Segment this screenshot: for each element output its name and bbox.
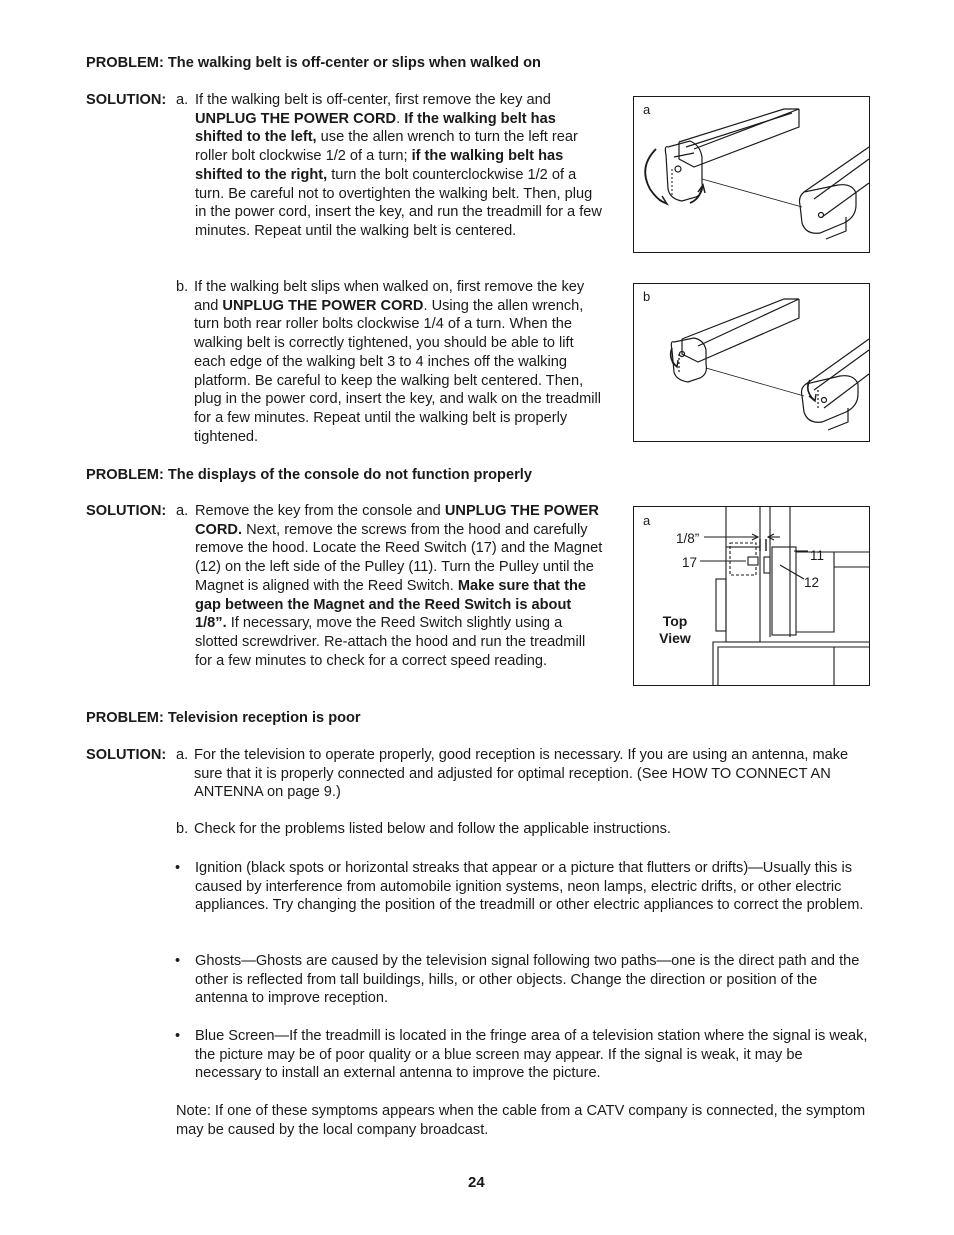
bullet-text-ignition: Ignition (black spots or horizontal streaks that appear or a picture that flutters or drifts)—Usually this is caused by interference from automobile ignition systems, neon lamps, electric drifts, or other electric appliances. Try changing the position of the treadmill or other electric appliances to correct the problem. bbox=[195, 860, 864, 914]
solution-marker-tv-a: a. bbox=[176, 747, 189, 763]
problem-heading-belt: PROBLEM: The walking belt is off-center or slips when walked on bbox=[86, 55, 541, 71]
figure-reed-switch bbox=[633, 506, 870, 686]
solution-label-console: SOLUTION: bbox=[86, 503, 167, 519]
callout-magnet: 12 bbox=[804, 575, 820, 590]
solution-marker-a: a. bbox=[176, 92, 189, 108]
solution-text-tv-a: For the television to operate properly, good reception is necessary. If you are using an antenna, make sure that it is properly connected and adjusted for optimal reception. (See HOW TO CONNECT AN ANTENNA on page 9.) bbox=[194, 747, 849, 801]
figure-letter-console-a: a bbox=[643, 513, 651, 528]
solution-text-belt-a: If the walking belt is off-center, first remove the key and UNPLUG THE POWER CORD. If the walking belt has shifted to the left, use the allen wrench to turn the left rear roller bolt clockwise 1/2 of a turn; if the walking belt has shifted to the right, turn the bolt counterclockwise 1/2 of a turn. Be careful not to overtighten the walking belt. Then, plug in the power cord, insert the key, and run the treadmill for a few minutes. Repeat until the walking belt is centered. bbox=[195, 92, 602, 239]
figure-belt-slips bbox=[633, 283, 870, 442]
note-catv: Note: If one of these symptoms appears when the cable from a CATV company is connected, the symptom may be caused by the local company broadcast. bbox=[176, 1103, 866, 1138]
gap-label: 1/8” bbox=[676, 531, 700, 546]
solution-label-belt: SOLUTION: bbox=[86, 92, 167, 108]
problem-heading-tv: PROBLEM: Television reception is poor bbox=[86, 710, 361, 726]
figure-letter-b: b bbox=[643, 289, 651, 304]
page-number: 24 bbox=[468, 1174, 485, 1191]
reed-switch-top-view-drawing bbox=[634, 507, 869, 685]
solution-marker-b: b. bbox=[176, 279, 189, 295]
solution-text-tv-b: Check for the problems listed below and follow the applicable instructions. bbox=[194, 821, 671, 837]
bullet-symbol: • bbox=[175, 1028, 181, 1044]
treadmill-rollers-both-drawing bbox=[634, 284, 869, 441]
solution-label-tv: SOLUTION: bbox=[86, 747, 167, 763]
top-view-line-1: Top bbox=[662, 613, 688, 629]
solution-text-console-a: Remove the key from the console and UNPLUG THE POWER CORD. Next, remove the screws from the hood and carefully remove the hood. Locate the Reed Switch (17) and the Magnet (12) on the left side of the Pulley (11). Turn the Pulley until the Magnet is aligned with the Reed Switch. Make sure that the gap between the Magnet and the Reed Switch is about 1/8”. If necessary, move the Reed Switch slightly using a slotted screwdriver. Re-attach the hood and run the treadmill for a few minutes to check for a correct speed reading. bbox=[195, 503, 603, 669]
callout-pulley: 11 bbox=[810, 548, 825, 563]
treadmill-rear-roller-drawing bbox=[634, 97, 869, 252]
figure-belt-offcenter bbox=[633, 96, 870, 253]
bullet-symbol: • bbox=[175, 860, 181, 876]
bullet-blue-screen bbox=[175, 1027, 869, 1083]
solution-marker-tv-b: b. bbox=[176, 821, 189, 837]
callout-reed-switch: 17 bbox=[682, 555, 698, 570]
bullet-symbol: • bbox=[175, 953, 181, 969]
figure-letter-a: a bbox=[643, 102, 651, 117]
solution-text-belt-b: If the walking belt slips when walked on, first remove the key and UNPLUG THE POWER CORD. Using the allen wrench, turn both rear roller bolts clockwise 1/4 of a turn. When the walking belt is correctly tightened, you should be able to lift each edge of the walking belt 3 to 4 inches off the walking platform. Be careful to keep the walking belt centered. Then, plug in the power cord, insert the key, and walk on the treadmill for a few minutes. Repeat until the walking belt is properly tightened. bbox=[194, 279, 601, 445]
solution-marker-console-a: a. bbox=[176, 503, 189, 519]
bullet-ghosts bbox=[175, 952, 869, 1008]
bullet-text-ghosts: Ghosts—Ghosts are caused by the television signal following two paths—one is the direct path and the other is reflected from tall buildings, hills, or other objects. Change the direction or position of the antenna to improve reception. bbox=[195, 953, 860, 1007]
problem-heading-console: PROBLEM: The displays of the console do not function properly bbox=[86, 467, 532, 483]
bullet-text-blue-screen: Blue Screen—If the treadmill is located in the fringe area of a television station where the signal is weak, the picture may be of poor quality or a blue screen may appear. If the signal is weak, it may be necessary to install an external antenna to improve the picture. bbox=[195, 1028, 868, 1082]
bullet-ignition bbox=[175, 859, 869, 915]
top-view-line-2: View bbox=[659, 630, 691, 646]
